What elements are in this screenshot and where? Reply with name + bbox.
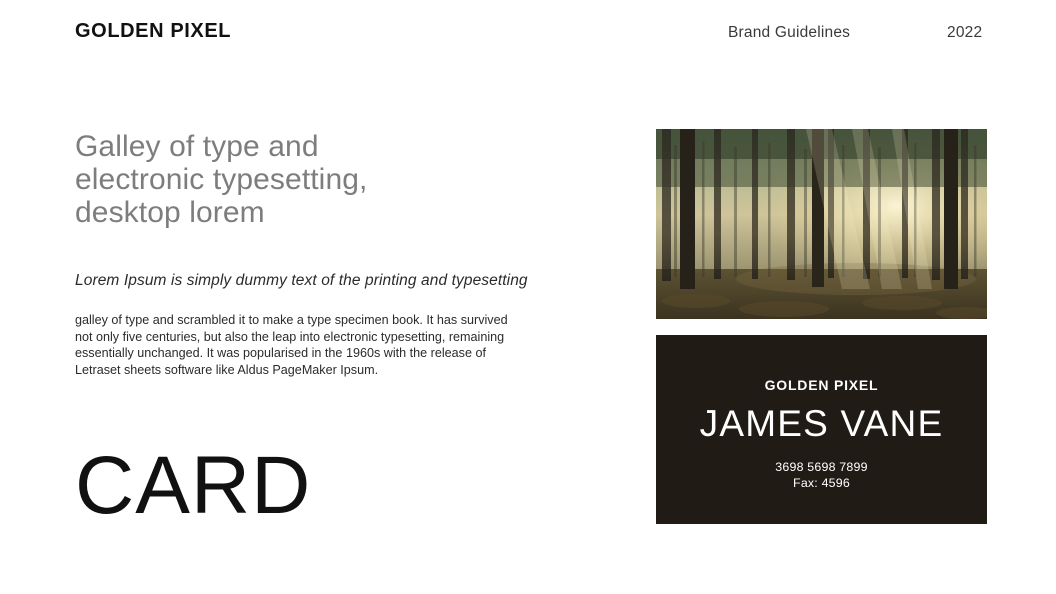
section-word-card: CARD — [75, 440, 312, 531]
card-phone: 3698 5698 7899 — [775, 460, 868, 474]
brand-logo: GOLDEN PIXEL — [75, 20, 232, 42]
subheadline: Lorem Ipsum is simply dummy text of the printing and typesetting — [75, 272, 528, 289]
headline: Galley of type and electronic typesetting, desktop lorem — [75, 130, 368, 229]
left-content-column — [75, 130, 595, 377]
page-header — [0, 0, 1056, 68]
header-title: Brand Guidelines — [728, 24, 851, 41]
forest-photo-illustration — [656, 129, 987, 319]
card-fax: Fax: 4596 — [793, 476, 850, 490]
forest-photo — [656, 129, 987, 319]
header-year: 2022 — [947, 24, 983, 41]
business-card — [656, 335, 987, 524]
card-brand: GOLDEN PIXEL — [764, 377, 879, 393]
body-paragraph: galley of type and scrambled it to make a type specimen book. It has survived not only five centuries, but also the leap into electronic typesetting, remaining essentially unchanged. It was popularised in the 1960s with the release of Letraset sheets software like Aldus PageMaker Ipsum. — [75, 313, 508, 377]
card-name: JAMES VANE — [699, 403, 944, 444]
